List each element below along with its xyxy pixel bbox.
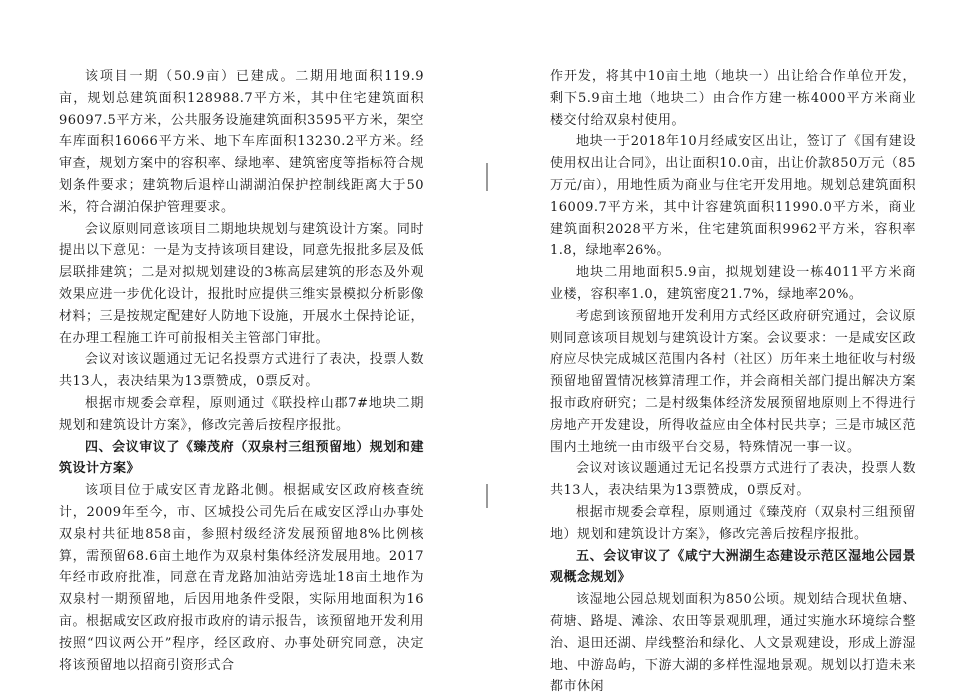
paragraph: 地块一于2018年10月经咸安区出让，签订了《国有建设使用权出让合同》，出让面积10.0亩，出让价款850万元（85万元/亩），用地性质为商业与住宅开发用地。规划总建筑面积16009.7平方米，其中计容建筑面积11990.0平方米，商业建筑面积2028平方米，住宅建筑面积9962平方米，容积率1.8，绿地率26%。 (550, 134, 916, 259)
paragraph: 会议对该议题通过无记名投票方式进行了表决，投票人数共13人，表决结果为13票赞成，0票反对。 (550, 461, 916, 499)
paragraph: 会议对该议题通过无记名投票方式进行了表决，投票人数共13人，表决结果为13票赞成，0票反对。 (59, 352, 424, 390)
paragraph: 该项目位于咸安区青龙路北侧。根据咸安区政府核查统计，2009年至今，市、区城投公司先后在咸安区浮山办事处双泉村共征地858亩，参照村级经济发展预留地8%比例核算，需预留68.6亩土地作为双泉村集体经济发展用地。2017年经市政府批准，同意在青龙路加油站旁选址18亩土地作为双泉村一期预留地，后因用地条件受限，实际用地面积为16亩。根据咸安区政府报市政府的请示报告，该预留地开发利用按照“四议两公开”程序，经区政府、办事处研究同意，决定将该预留地以招商引资形式合 (59, 483, 424, 673)
paragraph: 地块二用地面积5.9亩，拟规划建设一栋4011平方米商业楼，容积率1.0，建筑密度21.7%，绿地率20%。 (550, 265, 916, 302)
section-heading: 四、会议审议了《臻茂府（双泉村三组预留地）规划和建筑设计方案》 (59, 439, 424, 477)
right-column (550, 66, 916, 698)
paragraph: 该湿地公园总规划面积为850公顷。规划结合现状鱼塘、荷塘、路堤、滩涂、农田等景观肌理，通过实施水环境综合整治、退田还湖、岸线整治和绿化、人文景观建设，形成上游湿地、中游岛屿，下游大湖的多样性湿地景观。规划以打造未来都市休闲 (550, 592, 916, 695)
left-column (59, 66, 424, 676)
paragraph: 根据市规委会章程，原则通过《臻茂府（双泉村三组预留地）规划和建筑设计方案》，修改完善后按程序报批。 (550, 504, 916, 542)
paragraph: 作开发，将其中10亩土地（地块一）出让给合作单位开发，剩下5.9亩土地（地块二）由合作方建一栋4000平方米商业楼交付给双泉村使用。 (550, 69, 916, 128)
section-heading: 五、会议审议了《咸宁大洲湖生态建设示范区湿地公园景观概念规划》 (550, 548, 916, 586)
paragraph: 会议原则同意该项目二期地块规划与建筑设计方案。同时提出以下意见：一是为支持该项目建设，同意先报批多层及低层联排建筑；二是对拟规划建设的3栋高层建筑的形态及外观效果应进一步优化设计，报批时应提供三维实景模拟分析影像材料；三是按规定配建好人防地下设施，开展水土保持论证，在办理工程施工许可前报相关主管部门审批。 (59, 221, 424, 346)
paragraph: 根据市规委会章程，原则通过《联投梓山郡7#地块二期规划和建筑设计方案》，修改完善后按程序报批。 (59, 395, 424, 433)
binding-mark (486, 163, 488, 191)
binding-mark (486, 484, 488, 508)
paragraph: 考虑到该预留地开发利用方式经区政府研究通过，会议原则同意该项目规划与建筑设计方案。会议要求：一是咸安区政府应尽快完成城区范围内各村（社区）历年来土地征收与村级预留地留置情况核算清理工作，并会商相关部门提出解决方案报市政府研究；二是村级集体经济发展预留地原则上不得进行房地产开发建设，所得收益应由全体村民共享；三是市城区范围内土地统一由市级平台交易，特殊情况一事一议。 (550, 308, 916, 455)
paragraph: 该项目一期（50.9亩）已建成。二期用地面积119.9亩，规划总建筑面积128988.7平方米，其中住宅建筑面积96097.5平方米，公共服务设施建筑面积3595平方米，架空车库面积16066平方米、地下车库面积13230.2平方米。经审查，规划方案中的容积率、绿地率、建筑密度等指标符合规划条件要求；建筑物后退梓山湖湖泊保护控制线距离大于50米，符合湖泊保护管理要求。 (59, 69, 424, 215)
